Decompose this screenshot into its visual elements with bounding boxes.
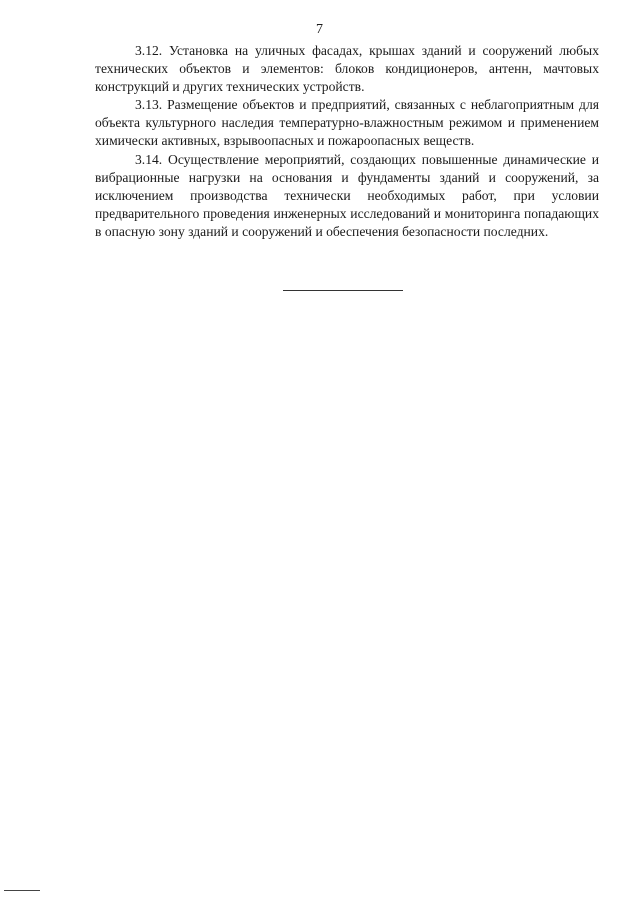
paragraph-3-12: 3.12. Установка на уличных фасадах, крышах зданий и сооружений любых технических объектов и элементов: блоков кондиционеров, антенн, мачтовых конструкций и других технических устройств. <box>95 43 599 95</box>
paragraph-3-13: 3.13. Размещение объектов и предприятий, связанных с неблагоприятным для объекта культурного наследия температурно-влажностным режимом и применением химически активных, взрывоопасных и пожароопасных веществ. <box>95 97 599 149</box>
page-number: 7 <box>316 22 323 37</box>
paragraph-3-14: 3.14. Осуществление мероприятий, создающих повышенные динамические и вибрационные нагрузки на основания и фундаменты зданий и сооружений, за исключением производства технически необходимых работ, при условии предварительного проведения инженерных исследований и мониторинга попадающих в опасную зону зданий и сооружений и обеспечения безопасности последних. <box>95 151 599 239</box>
document-body <box>95 42 599 241</box>
footer-mark-line <box>4 890 40 891</box>
end-separator-line <box>283 290 403 291</box>
